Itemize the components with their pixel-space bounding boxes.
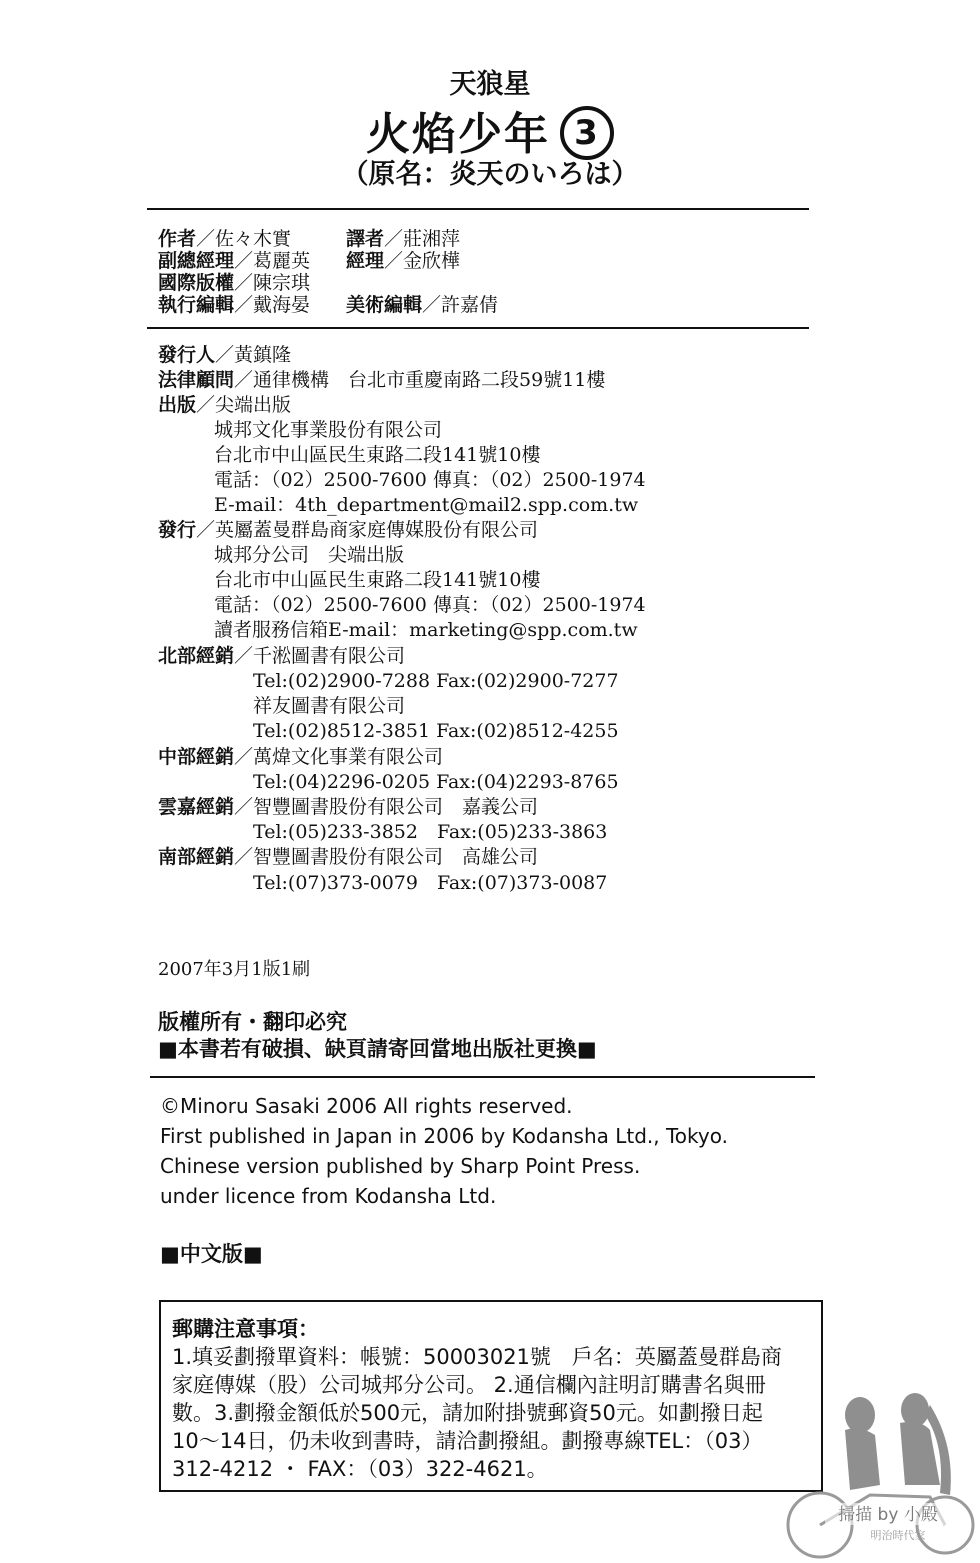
- distributor-value: 萬煒文化事業有限公司: [253, 746, 444, 768]
- print-date: 2007年3月1版1刷: [158, 959, 311, 980]
- copyright-line: First published in Japan in 2006 by Kodansha Ltd., Tokyo.: [160, 1124, 728, 1148]
- distribution-line: 電話：（02）2500-7600 傳真：（02）2500-1974: [214, 594, 646, 616]
- credit-value: 莊湘萍: [403, 228, 461, 250]
- distributor-row: 南部經銷／智豐圖書股份有限公司 高雄公司: [158, 846, 539, 868]
- notice-heading: 郵購注意事項：: [172, 1317, 319, 1341]
- publish-line: 台北市中山區民生東路二段141號10樓: [214, 444, 541, 466]
- distribution-label: 發行: [158, 519, 197, 541]
- publish-email: E-mail：4th_department@mail2.spp.com.tw: [214, 494, 639, 516]
- issuer-label: 發行人: [158, 344, 216, 366]
- copyright-line: Chinese version published by Sharp Point Press.: [160, 1154, 641, 1178]
- distributor-value: 千淞圖書有限公司: [253, 645, 406, 667]
- credit-row: 作者／佐々木實: [158, 228, 292, 250]
- publish-label: 出版: [158, 394, 197, 416]
- divider: [147, 327, 809, 329]
- credit-value: 金欣樺: [403, 250, 461, 272]
- legal-value: 通律機構 台北市重慶南路二段59號11樓: [253, 369, 606, 391]
- title-text: 火焰少年: [366, 109, 550, 160]
- credit-row: 美術編輯／許嘉倩: [346, 294, 499, 316]
- original-title: （原名：炎天のいろは）: [341, 159, 639, 190]
- credit-value: 許嘉倩: [441, 294, 499, 316]
- copyright-line: ©Minoru Sasaki 2006 All rights reserved.: [160, 1094, 573, 1118]
- credit-row: 國際版權／陳宗琪: [158, 272, 311, 294]
- credit-label: 作者: [158, 228, 197, 250]
- watermark-text: 掃描 by 小殿: [838, 1505, 938, 1525]
- credit-label: 副總經理: [158, 250, 235, 272]
- notice-line: 312-4212 ・ FAX：（03）322-4621。: [172, 1457, 548, 1481]
- divider: [150, 1076, 815, 1078]
- distributor-row: 北部經銷／千淞圖書有限公司: [158, 645, 406, 667]
- distributor-row: 雲嘉經銷／智豐圖書股份有限公司 嘉義公司: [158, 796, 539, 818]
- credit-value: 佐々木實: [215, 228, 292, 250]
- series-name: 天狼星: [449, 69, 531, 100]
- credit-label: 國際版權: [158, 272, 235, 294]
- replacement-notice: ■本書若有破損、缺頁請寄回當地出版社更換■: [158, 1037, 597, 1061]
- legal-label: 法律顧問: [158, 369, 235, 391]
- figure-body-icon: [845, 1428, 880, 1490]
- notice-line: 10～14日，仍未收到書時，請洽劃撥組。劃撥專線TEL：（03）: [172, 1429, 763, 1453]
- distributor-label: 雲嘉經銷: [158, 796, 235, 818]
- distribution-line: 城邦分公司 尖端出版: [214, 544, 405, 566]
- publish-line: 電話：（02）2500-7600 傳真：（02）2500-1974: [214, 469, 646, 491]
- watermark-subtext: 明治時代家: [870, 1529, 926, 1542]
- distributor-value: 智豐圖書股份有限公司 嘉義公司: [253, 796, 539, 818]
- notice-line: 家庭傳媒（股）公司城邦分公司。 2.通信欄內註明訂購書名與冊: [172, 1373, 766, 1397]
- credit-value: 戴海晏: [253, 294, 311, 316]
- distributor-label: 北部經銷: [158, 645, 235, 667]
- legal-row: 法律顧問／通律機構 台北市重慶南路二段59號11樓: [158, 369, 606, 391]
- distributor-row: 中部經銷／萬煒文化事業有限公司: [158, 746, 444, 768]
- credit-row: 經理／金欣樺: [346, 250, 461, 272]
- publish-value: 尖端出版: [215, 394, 292, 416]
- distributor-line: Tel:(02)2900-7288 Fax:(02)2900-7277: [253, 670, 619, 692]
- distribution-email: 讀者服務信箱E-mail：marketing@spp.com.tw: [214, 619, 638, 641]
- figure-head-icon: [845, 1397, 875, 1433]
- credit-label: 執行編輯: [158, 294, 235, 316]
- publish-line: 城邦文化事業股份有限公司: [214, 419, 443, 441]
- mail-order-notice: [172, 1315, 820, 1483]
- distributor-label: 中部經銷: [158, 746, 235, 768]
- credit-row: 譯者／莊湘萍: [346, 228, 461, 250]
- issuer-row: 發行人／黃鎮隆: [158, 344, 292, 366]
- copyright-line: under licence from Kodansha Ltd.: [160, 1184, 497, 1208]
- publish-row: 出版／尖端出版: [158, 394, 292, 416]
- figure-head-icon: [901, 1393, 929, 1427]
- distributor-line: Tel:(04)2296-0205 Fax:(04)2293-8765: [253, 771, 619, 793]
- rights-statement: 版權所有・翻印必究: [158, 1010, 347, 1034]
- scanner-watermark-illustration: [780, 1385, 980, 1563]
- distribution-line: 台北市中山區民生東路二段141號10樓: [214, 569, 541, 591]
- notice-line: 數。3.劃撥金額低於500元，請加附掛號郵資50元。如劃撥日起: [172, 1401, 763, 1425]
- distributor-line: Tel:(02)8512-3851 Fax:(02)8512-4255: [253, 720, 619, 742]
- distributor-line: Tel:(07)373-0079 Fax:(07)373-0087: [253, 872, 608, 894]
- credit-row: 執行編輯／戴海晏: [158, 294, 311, 316]
- volume-number: 3: [560, 106, 614, 160]
- credit-label: 美術編輯: [346, 294, 423, 316]
- credit-row: 副總經理／葛麗英: [158, 250, 311, 272]
- credit-label: 經理: [346, 250, 385, 272]
- divider: [147, 208, 809, 210]
- distributor-line: 祥友圖書有限公司: [253, 695, 406, 717]
- distributor-line: Tel:(05)233-3852 Fax:(05)233-3863: [253, 821, 608, 843]
- distributor-label: 南部經銷: [158, 846, 235, 868]
- distributor-value: 智豐圖書股份有限公司 高雄公司: [253, 846, 539, 868]
- notice-line: 1.填妥劃撥單資料：帳號：50003021號 戶名：英屬蓋曼群島商: [172, 1345, 782, 1369]
- credit-label: 譯者: [346, 228, 385, 250]
- issuer-value: 黃鎮隆: [234, 344, 292, 366]
- edition-label: ■中文版■: [160, 1242, 263, 1266]
- credit-value: 葛麗英: [253, 250, 311, 272]
- distribution-value: 英屬蓋曼群島商家庭傳媒股份有限公司: [215, 519, 539, 541]
- credit-value: 陳宗琪: [253, 272, 311, 294]
- distribution-row: 發行／英屬蓋曼群島商家庭傳媒股份有限公司: [158, 519, 539, 541]
